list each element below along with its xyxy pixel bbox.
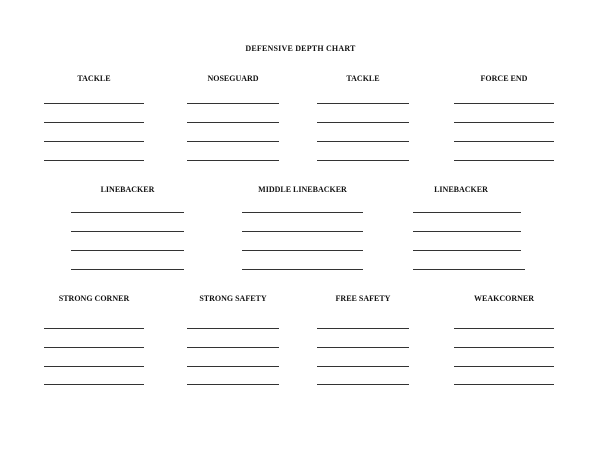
depth-line-2[interactable] bbox=[317, 122, 409, 123]
position-block-middle-linebacker bbox=[242, 185, 363, 275]
depth-line-1[interactable] bbox=[454, 103, 554, 104]
depth-line-2[interactable] bbox=[317, 347, 409, 348]
position-label: FREE SAFETY bbox=[335, 294, 391, 303]
depth-line-2[interactable] bbox=[187, 122, 279, 123]
depth-line-3[interactable] bbox=[413, 250, 521, 251]
depth-line-2[interactable] bbox=[44, 347, 144, 348]
position-block-tackle-right bbox=[317, 74, 409, 164]
depth-line-4[interactable] bbox=[187, 160, 279, 161]
depth-line-1[interactable] bbox=[187, 328, 279, 329]
depth-line-3[interactable] bbox=[44, 141, 144, 142]
depth-line-1[interactable] bbox=[317, 103, 409, 104]
position-label: WEAKCORNER bbox=[473, 294, 534, 303]
depth-line-1[interactable] bbox=[317, 328, 409, 329]
depth-line-2[interactable] bbox=[413, 231, 521, 232]
position-label: STRONG CORNER bbox=[58, 294, 130, 303]
depth-line-4[interactable] bbox=[317, 384, 409, 385]
depth-line-4[interactable] bbox=[242, 269, 363, 270]
depth-line-4[interactable] bbox=[454, 384, 554, 385]
position-block-strong-corner bbox=[44, 294, 144, 386]
position-block-tackle-left bbox=[44, 74, 144, 164]
position-label: NOSEGUARD bbox=[207, 74, 259, 83]
position-label: MIDDLE LINEBACKER bbox=[258, 185, 347, 194]
position-label: TACKLE bbox=[346, 74, 380, 83]
depth-line-3[interactable] bbox=[317, 141, 409, 142]
position-label: STRONG SAFETY bbox=[199, 294, 267, 303]
depth-line-2[interactable] bbox=[71, 231, 184, 232]
depth-line-2[interactable] bbox=[44, 122, 144, 123]
position-block-free-safety bbox=[317, 294, 409, 386]
depth-line-1[interactable] bbox=[413, 212, 521, 213]
depth-line-3[interactable] bbox=[44, 366, 144, 367]
depth-line-3[interactable] bbox=[187, 141, 279, 142]
position-label: LINEBACKER bbox=[434, 185, 488, 194]
depth-line-3[interactable] bbox=[71, 250, 184, 251]
position-block-linebacker-right bbox=[413, 185, 525, 275]
page-title: DEFENSIVE DEPTH CHART bbox=[245, 44, 356, 53]
position-label: FORCE END bbox=[480, 74, 528, 83]
position-block-strong-safety bbox=[187, 294, 279, 386]
depth-line-2[interactable] bbox=[454, 347, 554, 348]
depth-line-1[interactable] bbox=[454, 328, 554, 329]
position-block-weakcorner bbox=[454, 294, 554, 386]
depth-line-4[interactable] bbox=[317, 160, 409, 161]
position-label: TACKLE bbox=[77, 74, 111, 83]
position-block-linebacker-left bbox=[71, 185, 184, 275]
depth-line-4[interactable] bbox=[44, 384, 144, 385]
depth-line-3[interactable] bbox=[187, 366, 279, 367]
depth-line-1[interactable] bbox=[44, 103, 144, 104]
depth-line-3[interactable] bbox=[317, 366, 409, 367]
position-block-force-end bbox=[454, 74, 554, 164]
depth-line-1[interactable] bbox=[242, 212, 363, 213]
depth-line-3[interactable] bbox=[454, 141, 554, 142]
depth-line-1[interactable] bbox=[187, 103, 279, 104]
depth-line-1[interactable] bbox=[44, 328, 144, 329]
depth-line-3[interactable] bbox=[242, 250, 363, 251]
depth-line-4[interactable] bbox=[71, 269, 184, 270]
depth-line-2[interactable] bbox=[242, 231, 363, 232]
depth-line-4[interactable] bbox=[187, 384, 279, 385]
depth-line-4[interactable] bbox=[413, 269, 525, 270]
depth-line-2[interactable] bbox=[187, 347, 279, 348]
position-label: LINEBACKER bbox=[100, 185, 155, 194]
depth-line-4[interactable] bbox=[454, 160, 554, 161]
depth-line-1[interactable] bbox=[71, 212, 184, 213]
depth-line-2[interactable] bbox=[454, 122, 554, 123]
depth-line-3[interactable] bbox=[454, 366, 554, 367]
depth-line-4[interactable] bbox=[44, 160, 144, 161]
position-block-noseguard bbox=[187, 74, 279, 164]
